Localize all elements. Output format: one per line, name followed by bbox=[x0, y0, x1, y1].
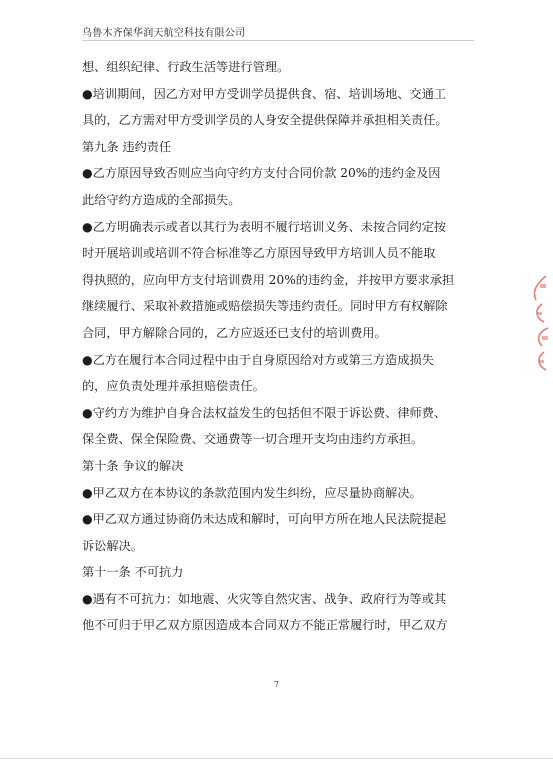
body-line: ●甲乙双方在本协议的条款范围内发生纠纷，应尽量协商解决。 bbox=[82, 485, 422, 500]
body-line: 想、组织纪律、行政生活等进行管理。 bbox=[82, 60, 290, 74]
red-seal-stamp-fragment bbox=[506, 270, 553, 380]
body-line: 继续履行、采取补救措施或赔偿损失等违约责任。同时甲方有权解除 bbox=[82, 299, 448, 314]
body-line: 保全费、保全保险费、交通费等一切合理开支均由违约方承担。 bbox=[82, 432, 424, 447]
page-header-company: 乌鲁木齐保华润天航空科技有限公司 bbox=[82, 28, 246, 39]
body-line: ●乙方明确表示或者以其行为表明不履行培训义务、未按合同约定按 bbox=[82, 219, 447, 234]
body-line: 得执照的，应向甲方支付培训费用 20%的违约金，并按甲方要求承担 bbox=[82, 272, 455, 287]
document-body bbox=[82, 54, 474, 639]
body-line: ●遇有不可抗力：如地震、火灾等自然灾害、战争、政府行为等或其 bbox=[82, 591, 447, 606]
page-number: 7 bbox=[273, 680, 280, 689]
body-line: 合同，甲方解除合同的，乙方应返还已支付的培训费用。 bbox=[82, 325, 387, 340]
body-line: ●乙方在履行本合同过程中由于自身原因给对方或第三方造成损失 bbox=[82, 352, 434, 367]
body-line: ●守约方为维护自身合法权益发生的包括但不限于诉讼费、律师费、 bbox=[82, 405, 447, 420]
body-line: 的，应负责处理并承担赔偿责任。 bbox=[82, 379, 265, 394]
section-heading: 第十条 争议的解决 bbox=[82, 458, 184, 473]
body-line: ●培训期间，因乙方对甲方受训学员提供食、宿、培训场地、交通工 bbox=[82, 86, 447, 101]
body-line: ●甲乙双方通过协商仍未达成和解时，可向甲方所在地人民法院提起 bbox=[82, 512, 447, 527]
header-divider bbox=[82, 40, 474, 41]
body-line: ●乙方原因导致否则应当向守约方支付合同价款 20%的违约金及因 bbox=[82, 166, 441, 181]
body-line: 此给守约方造成的全部损失。 bbox=[82, 192, 241, 207]
body-line: 他不可归于甲乙双方原因造成本合同双方不能正常履行时，甲乙双方 bbox=[82, 618, 448, 633]
body-line: 具的，乙方需对甲方受训学员的人身安全提供保障并承担相关责任。 bbox=[82, 113, 448, 128]
body-line: 时开展培训或培训不符合标准等乙方原因导致甲方培训人员不能取 bbox=[82, 246, 436, 261]
section-heading: 第九条 违约责任 bbox=[82, 139, 172, 154]
page-bottom-edge bbox=[0, 758, 553, 759]
body-line: 诉讼解决。 bbox=[82, 538, 143, 553]
section-heading: 第十一条 不可抗力 bbox=[82, 565, 184, 580]
